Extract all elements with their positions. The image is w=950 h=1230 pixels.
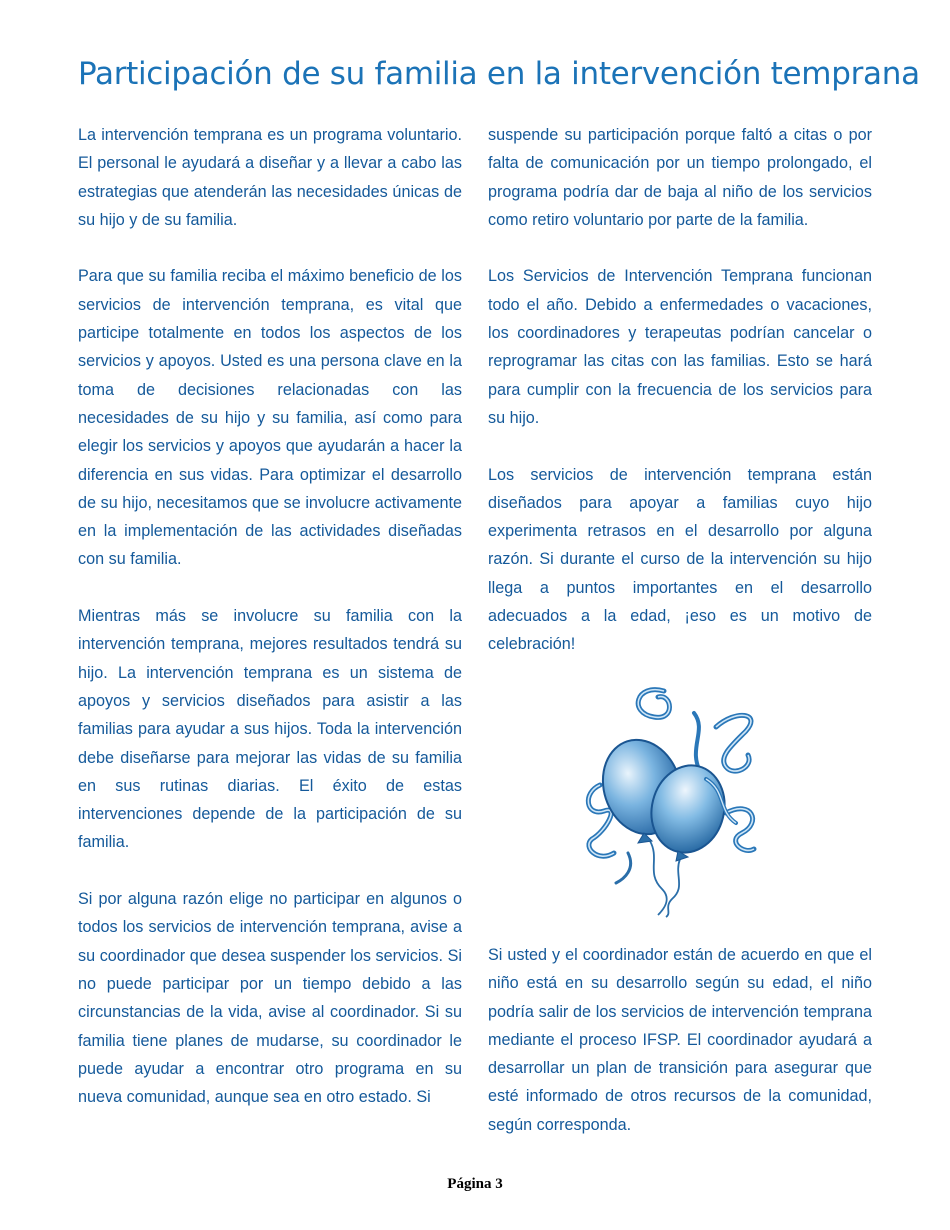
- paragraph-year-round-services: Los Servicios de Intervención Temprana funcionan todo el año. Debido a enfermedades o vacaciones, los coordinadores y terapeutas podrían cancelar o reprogramar las citas con las familias. Esto se hará para cumplir con la frecuencia de los servicios para su hijo.: [488, 267, 872, 427]
- balloons-icon: [576, 683, 776, 919]
- paragraph-voluntary-program: La intervención temprana es un programa voluntario. El personal le ayudará a diseñar y a llevar a cabo las estrategias que atenderán las necesidades únicas de su hijo y de su familia.: [78, 126, 462, 229]
- paragraph-discharge: suspende su participación porque faltó a citas o por falta de comunicación por un tiempo prolongado, el programa podría dar de baja al niño de los servicios como retiro voluntario por parte de la familia.: [488, 126, 872, 229]
- page-number: Página 3: [447, 1176, 503, 1192]
- paragraph-celebration: Los servicios de intervención temprana están diseñados para apoyar a familias cuyo hijo experimenta retrasos en el desarrollo por alguna razón. Si durante el curso de la intervención su hijo llega a puntos importantes en el desarrollo adecuados a la edad, ¡eso es un motivo de celebración!: [488, 465, 872, 654]
- left-column: [78, 121, 462, 1140]
- paragraph-family-involvement: Mientras más se involucre su familia con la intervención temprana, mejores resultados tendrá su hijo. La intervención temprana es un sistema de apoyos y servicios diseñados para asistir a las familias para ayudar a sus hijos. Toda la intervención debe diseñarse para mejorar las vidas de su familia en sus rutinas diarias. El éxito de estas intervenciones depende de la participación de su familia.: [78, 607, 462, 852]
- page-title: Participación de su familia en la intervención temprana: [78, 56, 920, 92]
- paragraph-transition-plan: Si usted y el coordinador están de acuerdo en que el niño está en su desarrollo según su edad, el niño podría salir de los servicios de intervención temprana mediante el proceso IFSP. El coordinador ayudará a desarrollar un plan de transición para asegurar que esté informado de otros recursos de la comunidad, según corresponda.: [488, 945, 872, 1134]
- paragraph-suspend-services: Si por alguna razón elige no participar en algunos o todos los servicios de intervención temprana, avise a su coordinador que desea suspender los servicios. Si no puede participar por un tiempo debido a las circunstancias de la vida, avise al coordinador. Si su familia tiene planes de mudarse, su coordinador le puede ayudar a encontrar otro programa en su nueva comunidad, aunque sea en otro estado. Si: [78, 890, 462, 1107]
- paragraph-maximum-benefit: Para que su familia reciba el máximo beneficio de los servicios de intervención temprana, es vital que participe totalmente en todos los aspectos de los servicios y apoyos. Usted es una persona clave en la toma de decisiones relacionadas con las necesidades de su hijo y su familia, así como para elegir los servicios y apoyos que ayudarán a hacer la diferencia en sus vidas. Para optimizar el desarrollo de su hijo, necesitamos que se involucre activamente en la implementación de las actividades diseñadas con su familia.: [78, 267, 462, 569]
- right-column: [488, 121, 872, 1139]
